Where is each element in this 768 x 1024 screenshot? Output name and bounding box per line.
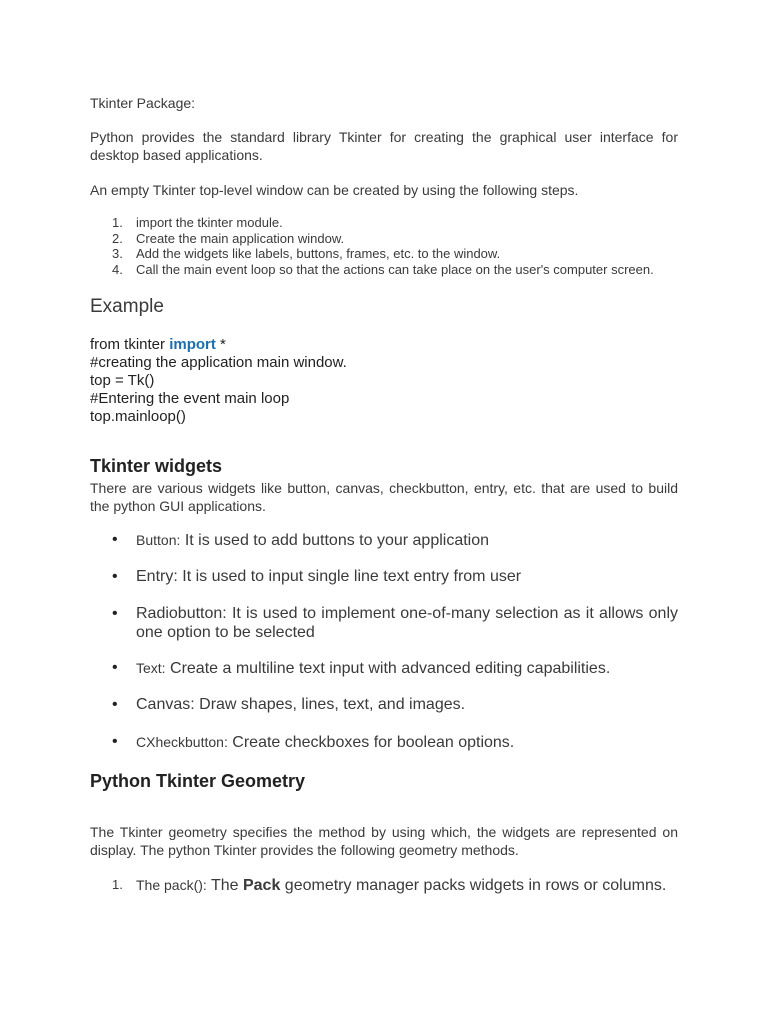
list-item: • Canvas: Draw shapes, lines, text, and images. [112,696,466,713]
example-heading: Example [90,296,164,317]
bullet-icon: • [112,531,118,548]
steps-intro-paragraph: An empty Tkinter top-level window can be created by using the following steps. [90,182,579,198]
intro-title: Tkinter Package: [90,95,196,111]
list-item: 1. import the tkinter module. [112,215,283,230]
code-line: from tkinter import * [90,336,226,353]
list-item: • Button: It is used to add buttons to your application [112,531,490,549]
code-line: top = Tk() [90,372,155,389]
list-item: 2. Create the main application window. [112,230,345,246]
list-item: 3. Add the widgets like labels, buttons, frames, etc. to the window. [112,246,501,261]
code-line: #creating the application main window. [90,354,347,371]
code-block [90,336,347,426]
bullet-icon: • [112,568,118,585]
geometry-intro-paragraph: The Tkinter geometry specifies the method by using which, the widgets are represented on display. The python Tkinter provides the following geometry methods. [90,824,678,858]
list-item: • Radiobutton: It is used to implement one-of-many selection as it allows only one option to be selected [112,605,678,641]
widgets-intro-paragraph: There are various widgets like button, canvas, checkbutton, entry, etc. that are used to build the python GUI applications. [90,480,678,514]
steps-list [112,215,654,277]
widgets-heading: Tkinter widgets [90,456,223,476]
bullet-icon: • [112,659,118,676]
intro-paragraph: Python provides the standard library Tkinter for creating the graphical user interface for desktop based applications. [90,129,678,163]
bullet-icon: • [112,605,118,622]
bullet-icon: • [112,733,118,750]
list-item: • Text: Create a multiline text input with advanced editing capabilities. [112,659,611,677]
code-line: #Entering the event main loop [90,390,290,407]
list-item: • Entry: It is used to input single line text entry from user [112,568,522,585]
bullet-icon: • [112,696,118,713]
list-item: • CXheckbutton: Create checkboxes for boolean options. [112,733,515,751]
code-line: top.mainloop() [90,408,186,425]
keyword-import: import [169,336,216,353]
geometry-heading: Python Tkinter Geometry [90,771,306,791]
geometry-list-item: 1. The pack(): The Pack geometry manager packs widgets in rows or columns. [112,877,667,894]
list-item: 4. Call the main event loop so that the actions can take place on the user's computer screen. [112,261,654,277]
